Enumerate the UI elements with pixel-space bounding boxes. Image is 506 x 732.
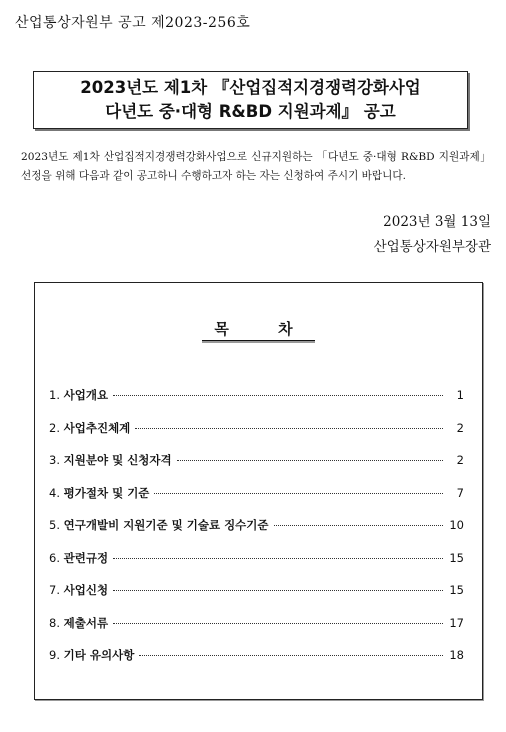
toc-item-label: 제출서류 [63,615,109,630]
toc-item-title [49,582,108,598]
announcement-title-line2: 다년도 중·대형 R&BD 지원과제』 공고 [105,102,396,121]
toc-item-title [49,647,134,663]
toc-item-label: 사업추진체계 [63,420,131,435]
toc-item[interactable] [49,582,464,615]
toc-item-title [49,517,269,533]
toc-item-number: 9. [49,648,60,662]
toc-item-label: 지원분야 및 신청자격 [63,453,172,467]
issuer-name: 산업통상자원부장관 [373,239,491,255]
toc-item-title [49,615,108,631]
announcement-title-line1: 2023년도 제1차 『산업집적지경쟁력강화사업 [80,78,421,97]
toc-leader-dots [113,590,443,591]
toc-item[interactable] [49,615,464,648]
table-of-contents [34,282,483,700]
toc-heading-text: 목 차 [202,318,314,341]
toc-item-page: 1 [456,388,464,402]
toc-item-label: 평가절차 및 기준 [63,485,150,500]
toc-item-number: 3. [49,453,60,467]
toc-leader-dots [135,428,443,429]
toc-item[interactable] [49,647,464,680]
toc-item-title [49,550,108,566]
toc-item-number: 2. [49,420,60,435]
toc-item-label: 관련규정 [63,550,109,565]
toc-item-page: 7 [456,485,464,500]
notice-number: 산업통상자원부 공고 제2023-256호 [15,15,251,31]
toc-item[interactable] [49,387,464,420]
toc-item-title [49,452,172,468]
toc-leader-dots [139,655,443,656]
toc-heading [35,318,482,341]
toc-item-page: 18 [449,648,464,662]
toc-item-title [49,485,149,501]
toc-item[interactable] [49,452,464,485]
toc-item-title [49,420,130,436]
toc-item-label: 연구개발비 지원기준 및 기술료 징수기준 [63,518,269,532]
announcement-title-box [33,71,468,129]
announcement-date: 2023년 3월 13일 [383,214,491,230]
toc-item-title [49,387,108,403]
toc-item-number: 7. [49,583,60,597]
toc-leader-dots [177,460,443,461]
toc-item-number: 8. [49,615,60,630]
toc-item-page: 2 [456,453,464,467]
toc-item-label: 사업신청 [63,583,109,597]
toc-item-label: 기타 유의사항 [63,648,135,662]
toc-list [49,387,464,680]
toc-item[interactable] [49,420,464,453]
toc-item[interactable] [49,485,464,518]
toc-item-page: 15 [449,550,464,565]
toc-item-number: 1. [49,388,60,402]
intro-paragraph: 2023년도 제1차 산업집적지경쟁력강화사업으로 신규지원하는 「다년도 중·대형 R&BD 지원과제」 선정을 위해 다음과 같이 공고하니 수행하고자 하는 자는 신청하여 주시기 바랍니다. [21,151,491,182]
toc-leader-dots [274,525,443,526]
toc-item-number: 6. [49,550,60,565]
toc-leader-dots [113,395,443,396]
toc-item-number: 5. [49,518,60,532]
toc-item-page: 10 [449,518,464,532]
toc-item-page: 15 [449,583,464,597]
toc-item[interactable] [49,517,464,550]
toc-leader-dots [113,623,443,624]
toc-leader-dots [113,558,443,559]
toc-item[interactable] [49,550,464,583]
toc-item-page: 17 [449,615,464,630]
toc-leader-dots [154,493,443,494]
toc-item-page: 2 [456,420,464,435]
toc-item-number: 4. [49,485,60,500]
toc-item-label: 사업개요 [63,388,109,402]
